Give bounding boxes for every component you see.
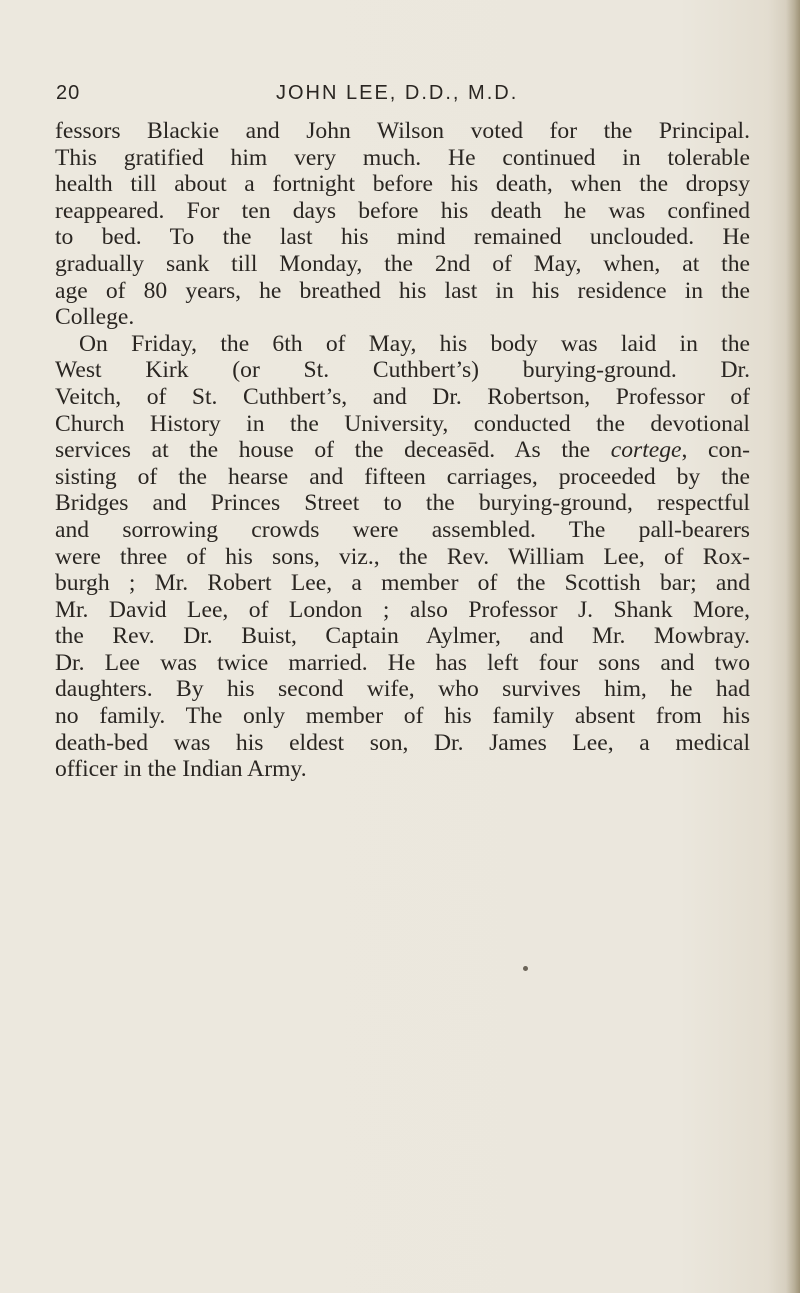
paper-speck — [523, 966, 528, 971]
page-number: 20 — [56, 82, 81, 104]
page-edge-shadow — [786, 0, 800, 1293]
text-line: Mr. David Lee, of London ; also Professor J. Shank More, — [55, 596, 750, 623]
text-line: College. — [55, 304, 135, 331]
text-line: to bed. To the last his mind remained unclouded. He — [55, 224, 750, 251]
text-line: gradually sank till Monday, the 2nd of May, when, at the — [55, 250, 750, 277]
running-title: JOHN LEE, D.D., M.D. — [276, 82, 519, 104]
text-line: Church History in the University, conducted the devotional — [55, 410, 750, 437]
text-line: sisting of the hearse and fifteen carriages, proceeded by the — [55, 463, 750, 490]
running-head — [56, 82, 736, 112]
text-line: Bridges and Princes Street to the burying-ground, respectful — [55, 490, 750, 517]
text-line: death-bed was his eldest son, Dr. James Lee, a medical — [55, 729, 750, 756]
text-line: age of 80 years, he breathed his last in his residence in the — [55, 277, 750, 304]
text-line: reappeared. For ten days before his death he was confined — [55, 197, 750, 224]
text-line: West Kirk (or St. Cuthbert’s) burying-ground. Dr. — [55, 357, 750, 384]
paragraph — [55, 118, 750, 331]
text-line: officer in the Indian Army. — [55, 756, 307, 783]
text-line: burgh ; Mr. Robert Lee, a member of the Scottish bar; and — [55, 570, 750, 597]
paragraph — [55, 331, 750, 783]
text-line: daughters. By his second wife, who survives him, he had — [55, 676, 750, 703]
text-segment: , con- — [681, 437, 750, 464]
italic-term: cortege — [610, 437, 682, 464]
text-line: were three of his sons, viz., the Rev. William Lee, of Rox- — [55, 543, 750, 570]
text-line — [55, 437, 750, 464]
text-line: health till about a fortnight before his death, when the dropsy — [55, 171, 750, 198]
text-line: fessors Blackie and John Wilson voted for the Principal. — [55, 118, 750, 144]
text-line: Dr. Lee was twice married. He has left four sons and two — [55, 649, 750, 676]
text-line: no family. The only member of his family absent from his — [55, 703, 750, 730]
text-segment: services at the house of the deceasēd. As the — [55, 437, 611, 464]
text-line: This gratified him very much. He continued in tolerable — [55, 144, 750, 171]
text-line: Veitch, of St. Cuthbert’s, and Dr. Robertson, Professor of — [55, 383, 750, 410]
body-text — [55, 118, 750, 783]
text-line: and sorrowing crowds were assembled. The pall-bearers — [55, 516, 750, 543]
text-line: On Friday, the 6th of May, his body was laid in the — [79, 330, 750, 357]
text-line: the Rev. Dr. Buist, Captain Aylmer, and Mr. Mowbray. — [55, 623, 750, 650]
